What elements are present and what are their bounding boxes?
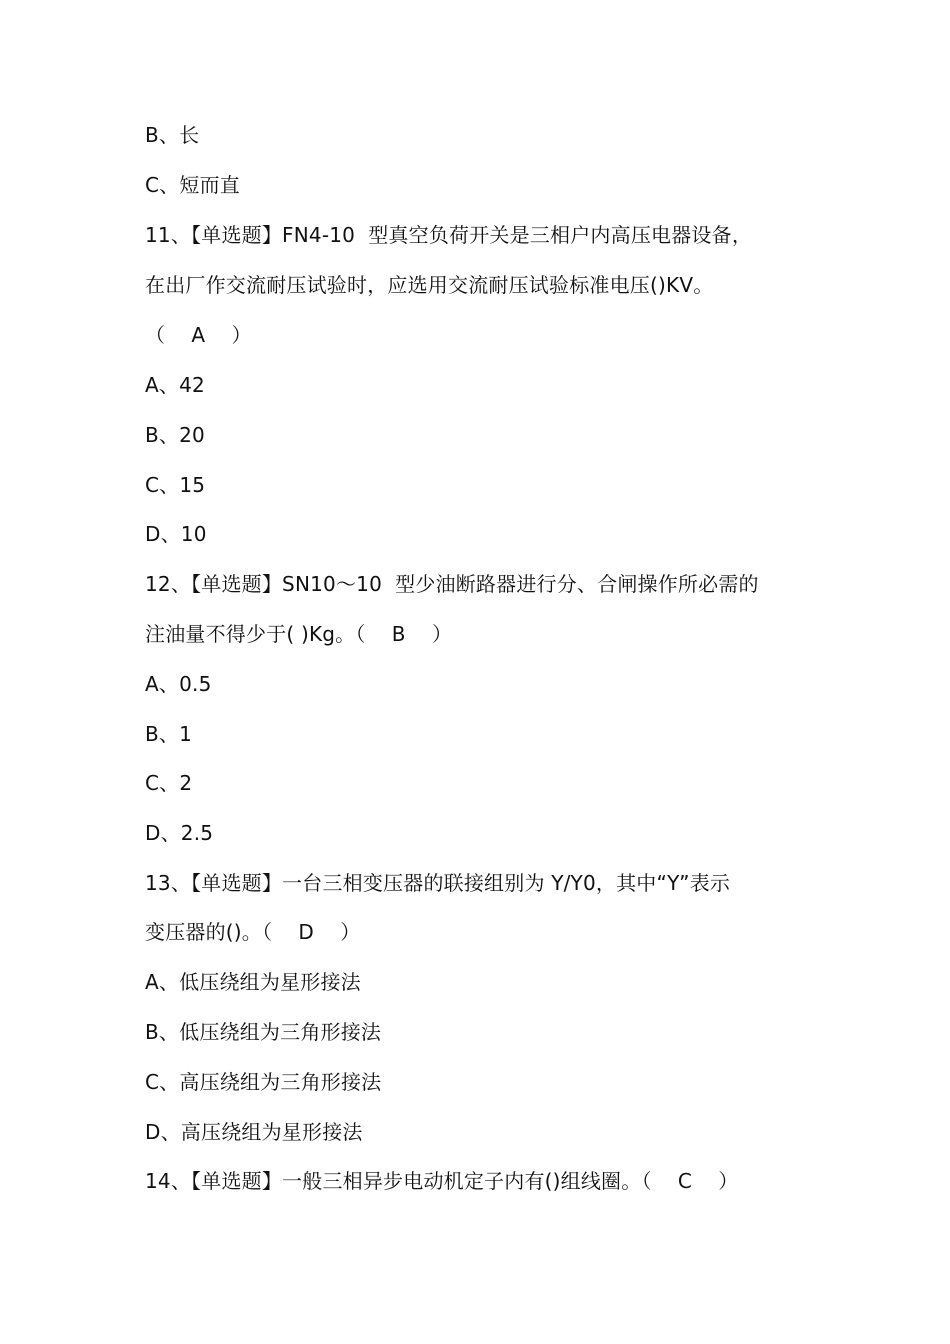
q11-option-c: C、15 bbox=[145, 473, 206, 497]
q12-option-d: D、2.5 bbox=[145, 821, 214, 845]
q13-option-a: A、低压绕组为星形接法 bbox=[145, 970, 361, 994]
q13-stem-line-1: 13、【单选题】一台三相变压器的联接组别为 Y/Y0，其中“Y”表示 bbox=[145, 871, 731, 895]
q14-stem-line-1: 14、【单选题】一般三相异步电动机定子内有()组线圈。（ C ） bbox=[145, 1169, 739, 1193]
q11-option-d: D、10 bbox=[145, 522, 207, 546]
q11-stem-line-1: 11、【单选题】FN4-10 型真空负荷开关是三相户内高压电器设备， bbox=[145, 223, 753, 247]
q10-option-b: B、长 bbox=[145, 123, 200, 147]
q11-option-a: A、42 bbox=[145, 373, 205, 397]
q11-answer: （ A ） bbox=[145, 323, 252, 347]
q12-stem-line-1: 12、【单选题】SN10～10 型少油断路器进行分、合闸操作所必需的 bbox=[145, 572, 759, 596]
q12-stem-line-2: 注油量不得少于( )Kg。（ B ） bbox=[145, 622, 453, 646]
q10-option-c: C、短而直 bbox=[145, 173, 240, 197]
q11-option-b: B、20 bbox=[145, 423, 205, 447]
q13-option-d: D、高压绕组为星形接法 bbox=[145, 1120, 363, 1144]
q13-stem-line-2: 变压器的()。（ D ） bbox=[145, 920, 361, 944]
q13-option-c: C、高压绕组为三角形接法 bbox=[145, 1070, 382, 1094]
q13-option-b: B、低压绕组为三角形接法 bbox=[145, 1020, 382, 1044]
q12-option-a: A、0.5 bbox=[145, 672, 212, 696]
q11-stem-line-2: 在出厂作交流耐压试验时，应选用交流耐压试验标准电压()KV。 bbox=[145, 273, 714, 297]
q12-option-b: B、1 bbox=[145, 722, 193, 746]
q12-option-c: C、2 bbox=[145, 771, 193, 795]
